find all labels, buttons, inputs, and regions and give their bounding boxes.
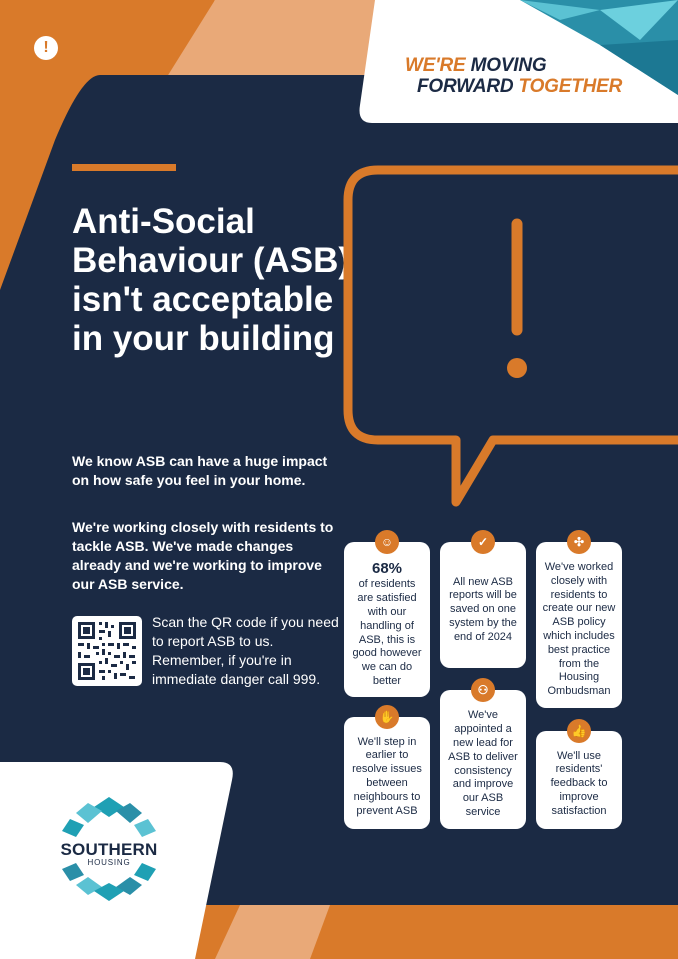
headline: Anti-Social Behaviour (ASB) isn't acceptable in your building	[72, 202, 351, 358]
policy-text: We've worked closely with residents to create our new ASB policy which includes best practice from the Housing Ombudsman	[542, 561, 616, 698]
alert-icon: !	[34, 36, 58, 60]
logo-wordmark: SOUTHERN	[60, 840, 158, 859]
people-icon: ⚇	[471, 678, 495, 702]
hand-icon: ✋	[375, 705, 399, 729]
satisfaction-text: of residents are satisfied with our handling of ASB, this is good however we can do better	[352, 578, 422, 687]
check-icon: ✓	[471, 530, 495, 554]
tagline-orange-2: TOGETHER	[518, 76, 623, 97]
reports-text: All new ASB reports will be saved on one system by the end of 2024	[449, 575, 517, 643]
thumbs-up-icon: 👍	[567, 719, 591, 743]
tagline-navy-2: FORWARD	[417, 76, 514, 97]
satisfaction-stat: 68%	[371, 560, 403, 578]
speech-bubble-exclamation-icon	[338, 162, 678, 512]
tagline-orange-1: WE'RE	[405, 55, 466, 76]
accent-line	[72, 164, 176, 171]
tagline	[405, 55, 645, 97]
tagline-navy-1: MOVING	[470, 55, 547, 76]
feedback-card	[536, 731, 622, 829]
step-in-text: We'll step in earlier to resolve issues between neighbours to prevent ASB	[352, 735, 422, 817]
lead-card	[440, 690, 526, 829]
intro-paragraph-2: We're working closely with residents to tackle ASB. We've made changes already and we're working to improve our ASB service.	[72, 519, 334, 592]
logo-subtitle: HOUSING	[87, 858, 131, 867]
feedback-text: We'll use residents' feedback to improve satisfaction	[550, 749, 608, 817]
step-in-card	[344, 717, 430, 829]
smile-icon: ☺	[375, 530, 399, 554]
lead-text: We've appointed a new lead for ASB to deliver consistency and improve our ASB service	[448, 709, 518, 818]
reports-card	[440, 542, 526, 668]
satisfaction-card	[344, 542, 430, 697]
puzzle-icon: ✣	[567, 530, 591, 554]
policy-card	[536, 542, 622, 708]
intro-paragraph-1: We know ASB can have a huge impact on how safe you feel in your home.	[72, 453, 328, 488]
qr-code[interactable]	[72, 616, 142, 686]
qr-instructions: Scan the QR code if you need to report ASB to us. Remember, if you're in immediate danger call 999.	[152, 614, 339, 687]
